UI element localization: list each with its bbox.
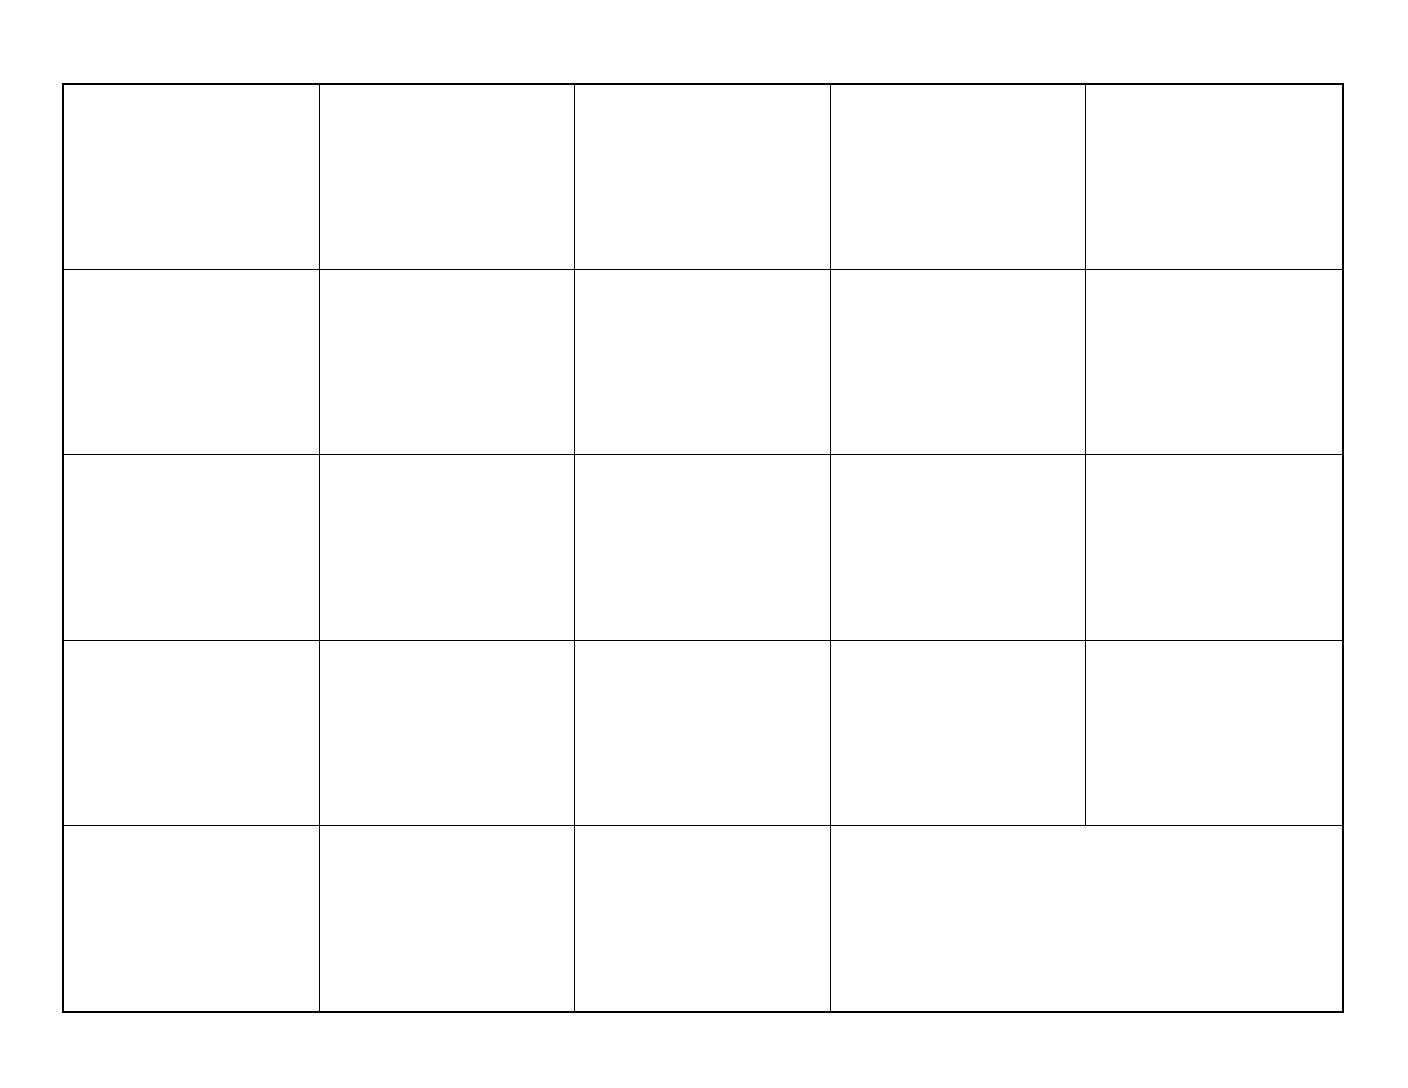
calendar-day-cell: [1086, 641, 1342, 826]
calendar-day-cell: [575, 455, 831, 640]
calendar-day-cell: [1086, 85, 1342, 270]
weekday-header: [62, 52, 1344, 84]
activity-list: [1086, 455, 1342, 459]
calendar-day-cell: [320, 826, 576, 1011]
activity-list: [320, 455, 575, 459]
calendar-day-cell: [1086, 455, 1342, 640]
activity-list: [64, 826, 319, 830]
special-event: [575, 85, 830, 88]
calendar-day-cell: [320, 455, 576, 640]
weekday-label: [1088, 52, 1344, 84]
calendar-day-cell: [1086, 270, 1342, 455]
special-event: [575, 826, 830, 829]
calendar-day-cell: [320, 85, 576, 270]
activity-list: [575, 270, 830, 274]
calendar-day-cell: [320, 270, 576, 455]
calendar-grid: [62, 83, 1344, 1013]
special-event: [64, 270, 319, 273]
calendar-day-cell: [64, 270, 320, 455]
special-event: [575, 455, 830, 458]
special-event: [831, 455, 1086, 458]
special-event: [64, 641, 319, 644]
calendar-day-cell: [575, 270, 831, 455]
calendar-day-cell: [575, 641, 831, 826]
activity-list: [320, 270, 575, 274]
activity-list: [1086, 85, 1342, 89]
weekday-label: [831, 52, 1087, 84]
calendar-day-cell: [831, 85, 1087, 270]
activity-list: [320, 826, 575, 830]
calendar-day-cell: [831, 641, 1087, 826]
calendar-day-cell: [575, 85, 831, 270]
calendar-day-cell: [64, 641, 320, 826]
activity-list: [320, 85, 575, 89]
weekday-label: [62, 52, 318, 84]
weekday-label: [318, 52, 574, 84]
calendar-day-cell: [575, 826, 831, 1011]
calendar-day-cell: [64, 455, 320, 640]
activity-list: [64, 85, 319, 89]
special-event: [831, 270, 1086, 273]
activity-list: [575, 641, 830, 645]
weekday-label: [575, 52, 831, 84]
special-event: [831, 85, 1086, 88]
activity-list: [1086, 270, 1342, 274]
special-event: [64, 455, 319, 458]
activity-list: [320, 641, 575, 645]
calendar-day-cell: [64, 85, 320, 270]
calendar-day-cell: [831, 270, 1087, 455]
calendar-day-cell: [320, 641, 576, 826]
special-event: [831, 641, 1086, 644]
activity-list: [1086, 641, 1342, 645]
calendar-day-cell: [831, 455, 1087, 640]
calendar-day-cell: [64, 826, 320, 1011]
